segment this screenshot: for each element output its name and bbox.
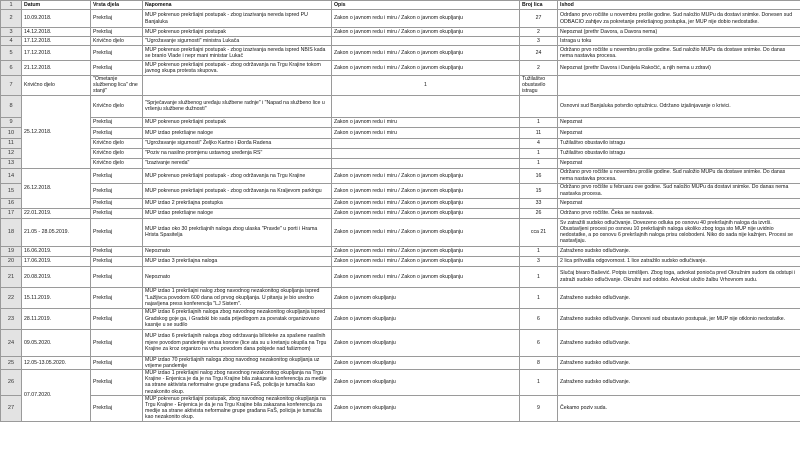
row-number[interactable]: 16: [1, 198, 22, 208]
note-cell[interactable]: MUP pokrenuo prekršajni postupak: [143, 117, 332, 127]
date-cell[interactable]: 26.12.2018.: [22, 168, 91, 208]
crime-type-cell[interactable]: Prekršaj: [91, 168, 143, 183]
crime-type-cell[interactable]: Prekršaj: [91, 246, 143, 256]
note-cell[interactable]: "Sprječavanje službenog uređaju službene radnje" i "Napad na službeno lice u vršenju službene dužnosti": [143, 95, 332, 117]
outcome-cell[interactable]: Osnovni sud Banjaluka potvrdio optužnicu. Održano izjašnjavanje o krivici.: [558, 95, 800, 117]
note-cell[interactable]: MUP pokrenuo prekršajni postupak, zbog navodnog nezakonitog okupljanja na Trgu Krajine - Enjenica je da je na Trgu Krajine bila zakazana konferencija za medije sa strane aktivista neformalne grupe građana FaŠ, policija je tumačila kao nezakonito okup.: [143, 395, 332, 421]
crime-type-cell[interactable]: Prekršaj: [91, 208, 143, 218]
description-cell[interactable]: [332, 37, 520, 46]
date-cell[interactable]: 17.12.2018.: [22, 37, 91, 46]
outcome-cell[interactable]: Održano prvo ročište. Čeka se nastavak.: [558, 208, 800, 218]
table-row: [1, 370, 800, 396]
table-row: [1, 168, 800, 183]
description-cell[interactable]: Zakon o javnom redu i miru / Zakon o javnom okupljanju: [332, 256, 520, 266]
note-cell[interactable]: MUP izdao 1 prekršajni nalog zbog navodnog nezakonitog okupljanja na Trgu Krajine - Enjenica je da je na Trgu Krajine bila zakazana konferencija za medije sa strane aktivista neformalne grupe građana FaŠ, policija je tumačila kao nezakonito okup.: [143, 370, 332, 396]
count-cell[interactable]: [520, 95, 558, 117]
crime-type-cell[interactable]: Prekršaj: [91, 127, 143, 138]
count-cell[interactable]: 26: [520, 208, 558, 218]
date-cell[interactable]: 14.12.2018.: [22, 28, 91, 37]
description-cell[interactable]: Zakon o javnom okupljanju: [332, 370, 520, 396]
row-number[interactable]: 25: [1, 356, 22, 369]
crime-type-cell[interactable]: Prekršaj: [91, 356, 143, 369]
outcome-cell[interactable]: Slučaj bivaro Bašević. Potpis izmišljen. Zbog toga, advokat ponioča pred Okružnim sudom da odstupi i zatraži sudsko odlučivanje. Okružni sud odobio. Advokat uložio žalbu Vrhovnom sudu.: [558, 266, 800, 287]
date-cell[interactable]: 21.12.2018.: [22, 61, 91, 76]
header-vrsta-djela[interactable]: Vrsta djela: [91, 1, 143, 10]
table-row: [1, 37, 800, 46]
description-cell[interactable]: Zakon o javnom okupljanju: [332, 356, 520, 369]
crime-type-cell[interactable]: Krivično djelo: [91, 95, 143, 117]
crime-type-cell[interactable]: Krivično djelo: [91, 148, 143, 158]
date-cell[interactable]: 15.11.2019.: [22, 287, 91, 308]
row-number[interactable]: 12: [1, 148, 22, 158]
row-number[interactable]: 18: [1, 218, 22, 246]
outcome-cell[interactable]: Čekamo poziv suda.: [558, 395, 800, 421]
date-cell[interactable]: 20.08.2019.: [22, 266, 91, 287]
note-cell[interactable]: MUP pokrenuo prekršajni postupak - zbog izazivanja nereda ispred NBIS kada se branio Vlade i nepr mani ministar Lukač: [143, 46, 332, 61]
outcome-cell[interactable]: Tužilaštvo obustavilo istragu: [558, 148, 800, 158]
outcome-cell[interactable]: Zatraženo sudsko odlučivanje.: [558, 246, 800, 256]
header-opis[interactable]: Opis: [332, 1, 520, 10]
outcome-cell[interactable]: Nepoznat (prethr Davora, a Davora nema): [558, 28, 800, 37]
description-cell[interactable]: Zakon o javnom redu i miru / Zakon o javnom okupljanju: [332, 168, 520, 183]
count-cell[interactable]: 1: [332, 76, 520, 96]
crime-type-cell[interactable]: Prekršaj: [91, 395, 143, 421]
note-cell[interactable]: MUP pokrenuo prekršajni postupak - zbog izazivanja nereda ispred PU Banjaluka: [143, 10, 332, 28]
row-number[interactable]: 9: [1, 117, 22, 127]
table-row: [1, 329, 800, 356]
table-row: [1, 46, 800, 61]
crime-type-cell[interactable]: Prekršaj: [91, 198, 143, 208]
table-row: [1, 246, 800, 256]
note-cell[interactable]: MUP izdao 3 prekršajna naloga: [143, 256, 332, 266]
description-cell[interactable]: Zakon o javnom okupljanju: [332, 395, 520, 421]
count-cell[interactable]: 6: [520, 329, 558, 356]
header-datum[interactable]: Datum: [22, 1, 91, 10]
crime-type-cell[interactable]: Prekršaj: [91, 370, 143, 396]
row-number[interactable]: 13: [1, 158, 22, 168]
count-cell[interactable]: 1: [520, 148, 558, 158]
row-number[interactable]: 20: [1, 256, 22, 266]
row-number[interactable]: 3: [1, 28, 22, 37]
description-cell[interactable]: [332, 138, 520, 148]
table-row: [1, 28, 800, 37]
note-cell[interactable]: "Ugrožavanje sigurnosti" Željko Kartno i Đorđa Radena: [143, 138, 332, 148]
description-cell[interactable]: Zakon o javnom redu i miru / Zakon o javnom okupljanju: [332, 246, 520, 256]
table-body: [1, 1, 800, 422]
note-cell[interactable]: MUP izdao 70 prekršajnih naloga zbog navodnog nezakonitog okupljanja uz vrijeme pandemije: [143, 356, 332, 369]
description-cell[interactable]: Zakon o javnom redu i miru / Zakon o javnom okupljanju: [332, 183, 520, 198]
crime-type-cell[interactable]: Prekršaj: [91, 218, 143, 246]
header-napomena[interactable]: Napomena: [143, 1, 332, 10]
row-number[interactable]: 21: [1, 266, 22, 287]
count-cell[interactable]: 3: [520, 256, 558, 266]
outcome-cell[interactable]: Održano prvo ročište u novembru prošle godine. Sud naložio MUPu da dostave snimke. Do danas nema nastavka procesa.: [558, 168, 800, 183]
description-cell[interactable]: [332, 158, 520, 168]
count-cell[interactable]: 16: [520, 168, 558, 183]
row-number[interactable]: 27: [1, 395, 22, 421]
outcome-cell[interactable]: Nepoznat (prethr Davora i Danijela Rakočić, a njih nema u zdravi): [558, 61, 800, 76]
outcome-cell[interactable]: Sv zatražili sudsko odlučivanje. Dovezeno odluka po osnovu 40 prekršajnih naloga da izvrši. Obustavljeni procesi po osnovu 10 prekršajnih naloga ukoliko zbog toga sto MUP nije uvidnio nedostatke, a po osnovu 6 prekršajnih naloga prisu oslobodeni. Niko do sada nije kažnjen. Procesi se nastavljaju.: [558, 218, 800, 246]
outcome-cell[interactable]: Tužilaštvo obustavilo istragu: [520, 76, 558, 96]
row-number[interactable]: 15: [1, 183, 22, 198]
note-cell[interactable]: "Ometanje službenog lica" dne stanji": [91, 76, 143, 96]
note-cell[interactable]: MUP izdao prekršajne naloge: [143, 127, 332, 138]
note-cell[interactable]: MUP izdao 6 prekršajnih naloga zbog održavanja bilioteke za spašene nasilnih mjere povodom pandemije virusa korone (lice ata su u kretanju okupila na Trgu Krajine za kroz organizo na vrhu povodom dana pobjede nad fašizmom): [143, 329, 332, 356]
count-cell[interactable]: 27: [520, 10, 558, 28]
crime-type-cell[interactable]: Prekršaj: [91, 287, 143, 308]
note-cell[interactable]: MUP izdao prekršajne naloge: [143, 208, 332, 218]
crime-type-cell[interactable]: Krivično djelo: [91, 37, 143, 46]
note-cell[interactable]: MUP izdao oko 30 prekršajnih naloga zbog ulaska "Pravde" u porti i Hrama Hrista Spasitelja: [143, 218, 332, 246]
count-cell[interactable]: 1: [520, 158, 558, 168]
crime-type-cell[interactable]: Prekršaj: [91, 10, 143, 28]
date-cell[interactable]: 09.05.2020.: [22, 329, 91, 356]
date-cell[interactable]: 16.06.2019.: [22, 246, 91, 256]
table-row: [1, 287, 800, 308]
count-cell[interactable]: 4: [520, 138, 558, 148]
outcome-cell[interactable]: Nepoznat: [558, 198, 800, 208]
description-cell[interactable]: Zakon o javnom redu i miru / Zakon o javnom okupljanju: [332, 61, 520, 76]
outcome-cell[interactable]: Zatraženo sudsko odlučivanje.: [558, 329, 800, 356]
outcome-cell[interactable]: Zatraženo sudsko odlučivanje.: [558, 356, 800, 369]
table-row: [1, 208, 800, 218]
note-cell[interactable]: MUP pokrenuo prekršajni postupak - zbog održavanja na Trgu Krajine tokom javnog skupa protesta skupova.: [143, 61, 332, 76]
count-cell[interactable]: 6: [520, 308, 558, 329]
table-row: [1, 127, 800, 138]
note-cell[interactable]: MUP pokrenuo prekršajni postupak - zbog održavanja na Kraljevom parkingu: [143, 183, 332, 198]
outcome-cell[interactable]: Zatraženo sudsko odlučivanje.: [558, 287, 800, 308]
crime-type-cell[interactable]: Krivično djelo: [91, 138, 143, 148]
description-cell[interactable]: Zakon o javnom redu i miru / Zakon o javnom okupljanju: [332, 28, 520, 37]
row-number[interactable]: 26: [1, 370, 22, 396]
count-cell[interactable]: 11: [520, 127, 558, 138]
crime-type-cell[interactable]: Prekršaj: [91, 308, 143, 329]
count-cell[interactable]: 1: [520, 266, 558, 287]
row-number[interactable]: 10: [1, 127, 22, 138]
table-row: [1, 266, 800, 287]
outcome-cell[interactable]: Održano prvo ročište u februaru ove godine. Sud naložio MUPu da dostavi snimke. Do danas nema nastavka procesa.: [558, 183, 800, 198]
crime-type-cell[interactable]: Prekršaj: [91, 61, 143, 76]
crime-type-cell[interactable]: Krivično djelo: [22, 76, 91, 96]
row-number[interactable]: 22: [1, 287, 22, 308]
row-number[interactable]: 5: [1, 46, 22, 61]
description-cell[interactable]: Zakon o javnom okupljanju: [332, 308, 520, 329]
outcome-cell[interactable]: Održano prvo ročište u novembru prošle godine. Sud naložio MUPu da dostave snimke. Do danas nema nastavka procesa.: [558, 46, 800, 61]
outcome-cell[interactable]: Nepoznat: [558, 158, 800, 168]
note-cell[interactable]: MUP izdao 6 prekršajnih naloga zbog navodnog nezakonitog okupljanja ispred Gradskog goje ga, i Gradski bio sada prijedlogom za povratak organizovano kasnije u se sudilo: [143, 308, 332, 329]
date-cell[interactable]: 21.05 - 28.05.2019.: [22, 218, 91, 246]
crime-type-cell[interactable]: Prekršaj: [91, 117, 143, 127]
row-number[interactable]: 17: [1, 208, 22, 218]
description-cell[interactable]: Zakon o javnom redu i miru: [332, 127, 520, 138]
header-broj-lica[interactable]: Broj lica: [520, 1, 558, 10]
description-cell[interactable]: Zakon o javnom redu i miru / Zakon o javnom okupljanju: [332, 10, 520, 28]
table-row: [1, 356, 800, 369]
table-row: [1, 95, 800, 117]
row-number[interactable]: 8: [1, 95, 22, 117]
row-number[interactable]: 14: [1, 168, 22, 183]
table-row: [1, 76, 800, 96]
note-cell[interactable]: MUP pokrenuo prekršajni postupak - zbog održavanja na Trgu Krajine: [143, 168, 332, 183]
table-row: [1, 256, 800, 266]
table-row: [1, 308, 800, 329]
note-cell[interactable]: MUP izdao 1 prekršajni nalog zbog navodnog nezakonitog okupljanja ispred "Lažljivca povodom 600 dana od prvog okupljanja. U pitanju je bio uredno najavljena press konferencija "LJ Sistem".: [143, 287, 332, 308]
count-cell[interactable]: 3: [520, 37, 558, 46]
count-cell[interactable]: 15: [520, 183, 558, 198]
crime-type-cell[interactable]: Prekršaj: [91, 329, 143, 356]
table-row: [1, 218, 800, 246]
row-number[interactable]: 11: [1, 138, 22, 148]
crime-type-cell[interactable]: Prekršaj: [91, 183, 143, 198]
outcome-cell[interactable]: Nepoznat: [558, 117, 800, 127]
date-cell[interactable]: 28.11.2019.: [22, 308, 91, 329]
description-cell[interactable]: [143, 76, 332, 96]
note-cell[interactable]: MUP pokrenuo prekršajni postupak: [143, 28, 332, 37]
table-row: [1, 158, 800, 168]
row-number[interactable]: 1: [1, 1, 22, 10]
date-cell[interactable]: 10.09.2018.: [22, 10, 91, 28]
row-number[interactable]: 23: [1, 308, 22, 329]
count-cell[interactable]: 24: [520, 46, 558, 61]
description-cell[interactable]: Zakon o javnom okupljanju: [332, 329, 520, 356]
header-row: [1, 1, 800, 10]
count-cell[interactable]: 1: [520, 117, 558, 127]
crime-type-cell[interactable]: Prekršaj: [91, 28, 143, 37]
count-cell[interactable]: 1: [520, 370, 558, 396]
count-cell[interactable]: 8: [520, 356, 558, 369]
table-row: [1, 198, 800, 208]
count-cell[interactable]: 1: [520, 287, 558, 308]
crime-type-cell[interactable]: Prekršaj: [91, 46, 143, 61]
date-cell[interactable]: 22.01.2019.: [22, 208, 91, 218]
description-cell[interactable]: Zakon o javnom redu i miru / Zakon o javnom okupljanju: [332, 46, 520, 61]
count-cell[interactable]: 2: [520, 61, 558, 76]
outcome-cell[interactable]: Istraga u toku: [558, 37, 800, 46]
outcome-cell[interactable]: Zatraženo sudsko odlučivanje. Osnovni sud obustavio postupak, jer MUP nije otklonio nedostatke.: [558, 308, 800, 329]
outcome-cell[interactable]: Zatraženo sudsko odlučivanje.: [558, 370, 800, 396]
description-cell[interactable]: [332, 95, 520, 117]
outcome-cell[interactable]: 2 lica prihvatila odgovornost. 1 lice zatražilo sudsko odlučivanje.: [558, 256, 800, 266]
description-cell[interactable]: Zakon o javnom redu i miru / Zakon o javnom okupljanju: [332, 198, 520, 208]
table-row: [1, 117, 800, 127]
table-row: [1, 183, 800, 198]
row-number[interactable]: 6: [1, 61, 22, 76]
note-cell[interactable]: Nepoznato: [143, 266, 332, 287]
note-cell[interactable]: "Poziv na nasilno promjenu ustavnog uređenja RS": [143, 148, 332, 158]
description-cell[interactable]: Zakon o javnom redu i miru / Zakon o javnom okupljanju: [332, 266, 520, 287]
count-cell[interactable]: cca 21: [520, 218, 558, 246]
outcome-cell[interactable]: Odrđano prvo ročište u novembru prošle godine. Sud naložio MUPu da dostavi snimke. Donesen sud ODBACIO zahtjev za pokretanje prekršajnog postupka, jer MUP nije dobio nedostatke.: [558, 10, 800, 28]
date-cell[interactable]: 25.12.2018.: [22, 95, 91, 168]
date-cell[interactable]: 17.06.2019.: [22, 256, 91, 266]
table-row: [1, 10, 800, 28]
count-cell[interactable]: 9: [520, 395, 558, 421]
count-cell[interactable]: 2: [520, 28, 558, 37]
note-cell[interactable]: "Izazivanje nereda": [143, 158, 332, 168]
description-cell[interactable]: Zakon o javnom redu i miru: [332, 117, 520, 127]
description-cell[interactable]: [332, 148, 520, 158]
row-number[interactable]: 7: [1, 76, 22, 96]
outcome-cell[interactable]: Tužilaštvo obustavilo istragu: [558, 138, 800, 148]
description-cell[interactable]: Zakon o javnom okupljanju: [332, 287, 520, 308]
note-cell[interactable]: Nepoznato: [143, 246, 332, 256]
table-row: [1, 148, 800, 158]
table-row: [1, 138, 800, 148]
count-cell[interactable]: 1: [520, 246, 558, 256]
row-number[interactable]: 24: [1, 329, 22, 356]
crime-type-cell[interactable]: Krivično djelo: [91, 158, 143, 168]
table-row: [1, 395, 800, 421]
count-cell[interactable]: 33: [520, 198, 558, 208]
note-cell[interactable]: "Ugrožavanje sigurnosti" ministra Lukača: [143, 37, 332, 46]
outcome-cell[interactable]: Nepoznat: [558, 127, 800, 138]
header-ishod[interactable]: Ishod: [558, 1, 800, 10]
date-cell[interactable]: 07.07.2020.: [22, 370, 91, 422]
row-number[interactable]: 19: [1, 246, 22, 256]
table-row: [1, 61, 800, 76]
crime-type-cell[interactable]: Prekršaj: [91, 256, 143, 266]
note-cell[interactable]: MUP izdao 2 prekršajna postupka: [143, 198, 332, 208]
date-cell[interactable]: 12.05-13.05.2020.: [22, 356, 91, 369]
description-cell[interactable]: Zakon o javnom redu i miru / Zakon o javnom okupljanju: [332, 218, 520, 246]
row-number[interactable]: 4: [1, 37, 22, 46]
row-number[interactable]: 2: [1, 10, 22, 28]
crime-type-cell[interactable]: Prekršaj: [91, 266, 143, 287]
date-cell[interactable]: 17.12.2018.: [22, 46, 91, 61]
description-cell[interactable]: Zakon o javnom redu i miru / Zakon o javnom okupljanju: [332, 208, 520, 218]
